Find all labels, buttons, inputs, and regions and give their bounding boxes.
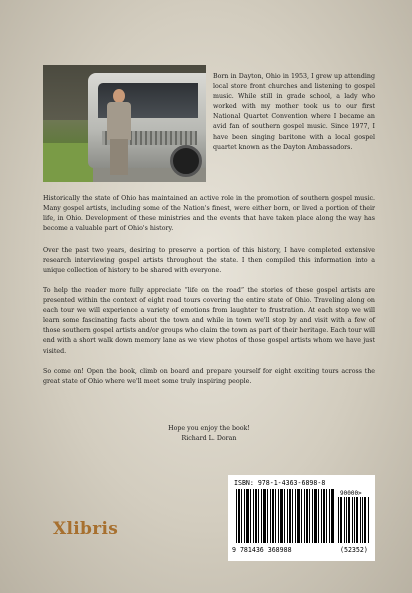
author-figure [106, 89, 132, 177]
bus-wheel [170, 145, 202, 177]
barcode-number: 9 781436 368988 [232, 546, 292, 554]
author-photo [43, 65, 206, 182]
price-barcode-bars [338, 497, 370, 543]
author-torso [107, 102, 131, 140]
author-head [113, 89, 125, 103]
barcode-bars [236, 489, 334, 543]
publisher-logo: Xlibris [53, 519, 119, 539]
paragraph-research: Over the past two years, desiring to preserve a portion of this history, I have completed extensive research interviewing gospel artists throughout the state. I then compiled this information into a unique collection of history to be shared with everyone. [43, 247, 375, 275]
price-code: 90000> [340, 490, 362, 497]
closing-signature [43, 424, 375, 444]
author-legs [110, 139, 128, 175]
paragraph-history: Historically the state of Ohio has maintained an active role in the promotion of southern gospel music. Many gospel artists, including some of the Nation's finest, were either born, or lived a portion of their life, in Ohio. Development of these ministries and the events that have taken place along the way has become a valuable part of Ohio's history. [43, 195, 375, 233]
paragraph-invitation: So come on! Open the book, climb on board and prepare yourself for eight exciting tours across the great state of Ohio where we'll meet some truly inspiring people. [43, 368, 375, 386]
paragraph-road-tours: To help the reader more fully appreciate “life on the road” the stories of these gospel artists are presented within the context of eight road tours covering the entire state of Ohio. Traveling along on each tour we will experience a variety of emotions from laughter to frustration. At each stop we will learn some fascinating facts about the town and while in town we'll stop by and visit with a few of those southern gospel artists and/or groups who claim the town as part of their heritage. Each tour will end with a short walk down memory lane as we view photos of those gospel artists whom we have just visited. [43, 287, 375, 355]
price-value: 52352 [343, 546, 364, 554]
closing-line: Hope you enjoy the book! [168, 425, 250, 432]
isbn-label: ISBN: 978-1-4363-6898-8 [234, 479, 326, 487]
author-name: Richard L. Doran [181, 435, 237, 443]
barcode-panel [228, 475, 375, 561]
barcode-price: (52352) [340, 546, 368, 554]
author-bio: Born in Dayton, Ohio in 1953, I grew up attending local store front churches and listening to gospel music. While still in grade school, a lady who worked with my mother took us to our first National Quartet Convention where I became an avid fan of southern gospel music. Since 1977, I have been singing baritone with a local gospel quartet known as the Dayton Ambassadors. [213, 73, 375, 151]
